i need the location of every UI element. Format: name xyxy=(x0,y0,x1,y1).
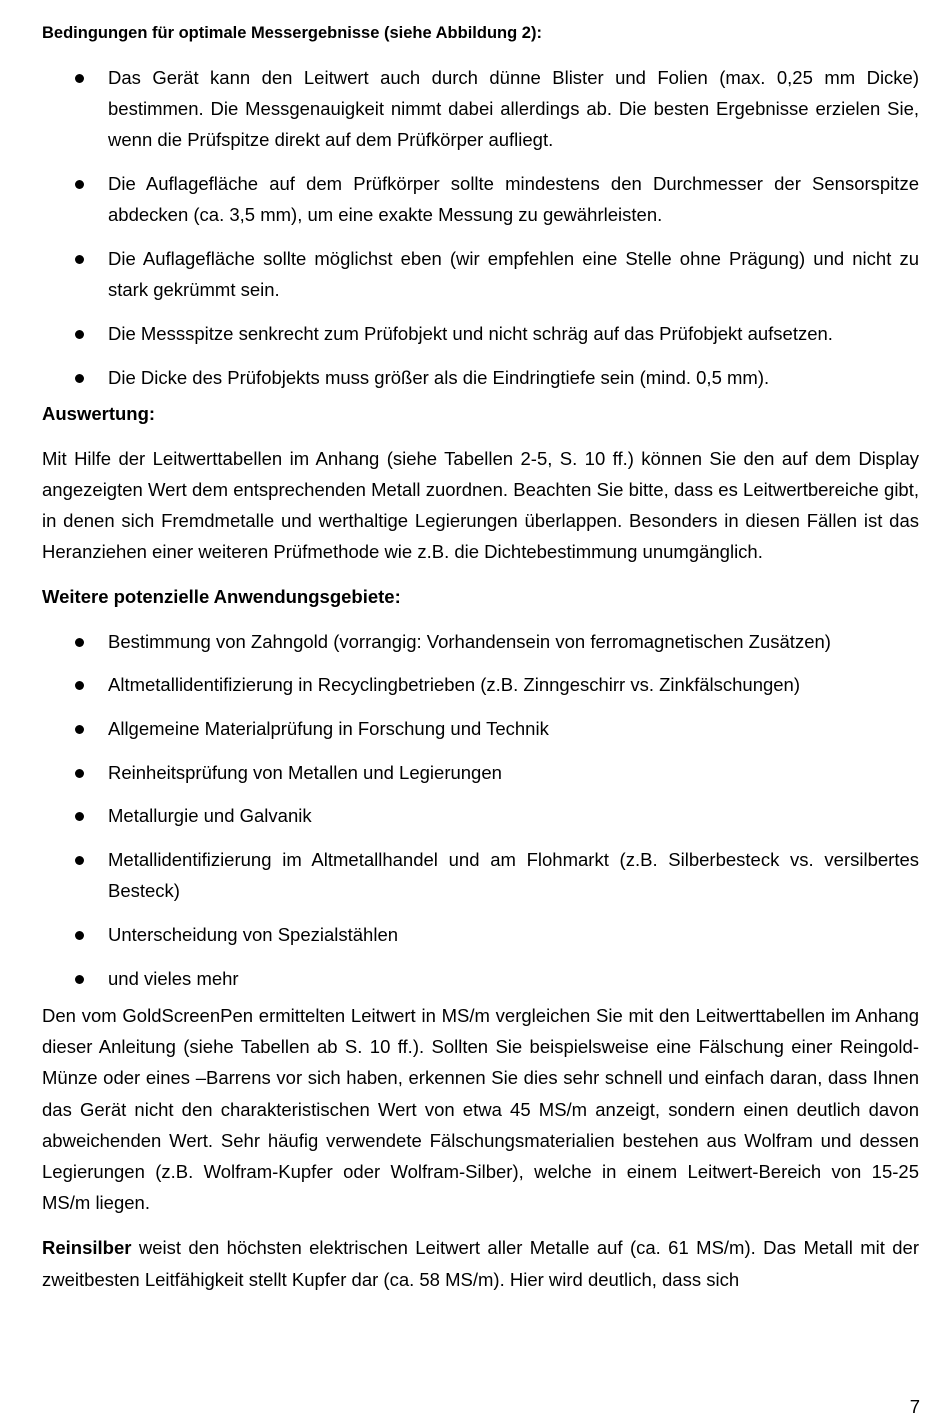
bullet-icon xyxy=(75,769,84,778)
list-item xyxy=(42,318,919,349)
list-item-text: Die Auflagefläche sollte möglichst eben (wir empfehlen eine Stelle ohne Prägung) und nicht zu stark gekrümmt sein. xyxy=(108,248,919,301)
list-item-text: Metallidentifizierung im Altmetallhandel und am Flohmarkt (z.B. Silberbesteck vs. versilbertes Besteck) xyxy=(108,849,919,902)
conditions-heading: Bedingungen für optimale Messergebnisse (siehe Abbildung 2): xyxy=(42,24,542,42)
list-item xyxy=(42,757,919,788)
list-item-text: Metallurgie und Galvanik xyxy=(108,805,312,827)
bullet-icon xyxy=(75,255,84,264)
bullet-icon xyxy=(75,812,84,821)
bullet-icon xyxy=(75,975,84,984)
applications-list xyxy=(42,626,919,994)
list-item-text: Unterscheidung von Spezialstählen xyxy=(108,924,399,946)
list-item-text: Reinheitsprüfung von Metallen und Legierungen xyxy=(108,761,502,783)
list-item xyxy=(42,800,919,831)
list-item xyxy=(42,844,919,906)
list-item xyxy=(42,919,919,950)
bullet-icon xyxy=(75,374,84,383)
list-item xyxy=(42,963,919,994)
applications-heading: Weitere potenzielle Anwendungsgebiete: xyxy=(42,585,401,607)
list-item-text: Altmetallidentifizierung in Recyclingbetrieben (z.B. Zinngeschirr vs. Zinkfälschungen) xyxy=(108,674,801,696)
list-item-text: Bestimmung von Zahngold (vorrangig: Vorhandensein von ferromagnetischen Zusätzen) xyxy=(108,630,831,652)
page-number: 7 xyxy=(909,1396,920,1417)
silver-text: weist den höchsten elektrischen Leitwert aller Metalle auf (ca. 61 MS/m). Das Metall mit der zweitbesten Leitfähigkeit stellt Kupfer dar (ca. 58 MS/m). Hier wird deutlich, dass sich xyxy=(42,1237,919,1290)
list-item xyxy=(42,62,919,156)
bullet-icon xyxy=(75,681,84,690)
list-item xyxy=(42,713,919,744)
silver-term: Reinsilber xyxy=(42,1237,132,1259)
silver-paragraph xyxy=(42,1232,919,1294)
document-page xyxy=(42,18,919,1309)
evaluation-heading: Auswertung: xyxy=(42,402,156,424)
list-item-text: Das Gerät kann den Leitwert auch durch dünne Blister und Folien (max. 0,25 mm Dicke) bestimmen. Die Messgenauigkeit nimmt dabei allerdings ab. Die besten Ergebnisse erzielen Sie, wenn die Prüfspitze direkt auf dem Prüfkörper aufliegt. xyxy=(108,67,919,151)
list-item-text: Die Auflagefläche auf dem Prüfkörper sollte mindestens den Durchmesser der Sensorspitze abdecken (ca. 3,5 mm), um eine exakte Messung zu gewährleisten. xyxy=(108,173,919,226)
list-item xyxy=(42,243,919,305)
bullet-icon xyxy=(75,856,84,865)
bullet-icon xyxy=(75,74,84,83)
bullet-icon xyxy=(75,180,84,189)
evaluation-paragraph: Mit Hilfe der Leitwerttabellen im Anhang (siehe Tabellen 2-5, S. 10 ff.) können Sie den auf dem Display angezeigten Wert dem entsprechenden Metall zuordnen. Beachten Sie bitte, dass es Leitwertbereiche gibt, in denen sich Fremdmetalle und werthaltige Legierungen überlappen. Besonders in diesen Fällen ist das Heranziehen einer weiteren Prüfmethode wie z.B. die Dichtebestimmung unumgänglich. xyxy=(42,447,919,563)
comparison-paragraph: Den vom GoldScreenPen ermittelten Leitwert in MS/m vergleichen Sie mit den Leitwerttabellen im Anhang dieser Anleitung (siehe Tabellen ab S. 10 ff.). Sollten Sie beispielsweise eine Fälschung einer Reingold-Münze oder eines –Barrens vor sich haben, erkennen Sie dies sehr schnell und einfach daran, dass Ihnen das Gerät nicht den charakteristischen Wert von etwa 45 MS/m anzeigt, sondern einen deutlich davon abweichenden Wert. Sehr häufig verwendete Fälschungsmaterialien bestehen aus Wolfram und dessen Legierungen (z.B. Wolfram-Kupfer oder Wolfram-Silber), welche in einem Leitwert-Bereich von 15-25 MS/m liegen. xyxy=(42,1004,919,1214)
list-item xyxy=(42,626,919,657)
bullet-icon xyxy=(75,330,84,339)
bullet-icon xyxy=(75,638,84,647)
list-item-text: Allgemeine Materialprüfung in Forschung und Technik xyxy=(108,718,549,740)
list-item-text: Die Messspitze senkrecht zum Prüfobjekt und nicht schräg auf das Prüfobjekt aufsetzen. xyxy=(108,322,833,344)
list-item xyxy=(42,362,919,393)
list-item-text: und vieles mehr xyxy=(108,967,239,989)
list-item xyxy=(42,168,919,230)
bullet-icon xyxy=(75,725,84,734)
conditions-list xyxy=(42,62,919,393)
list-item-text: Die Dicke des Prüfobjekts muss größer als die Eindringtiefe sein (mind. 0,5 mm). xyxy=(108,366,770,388)
list-item xyxy=(42,669,919,700)
bullet-icon xyxy=(75,931,84,940)
